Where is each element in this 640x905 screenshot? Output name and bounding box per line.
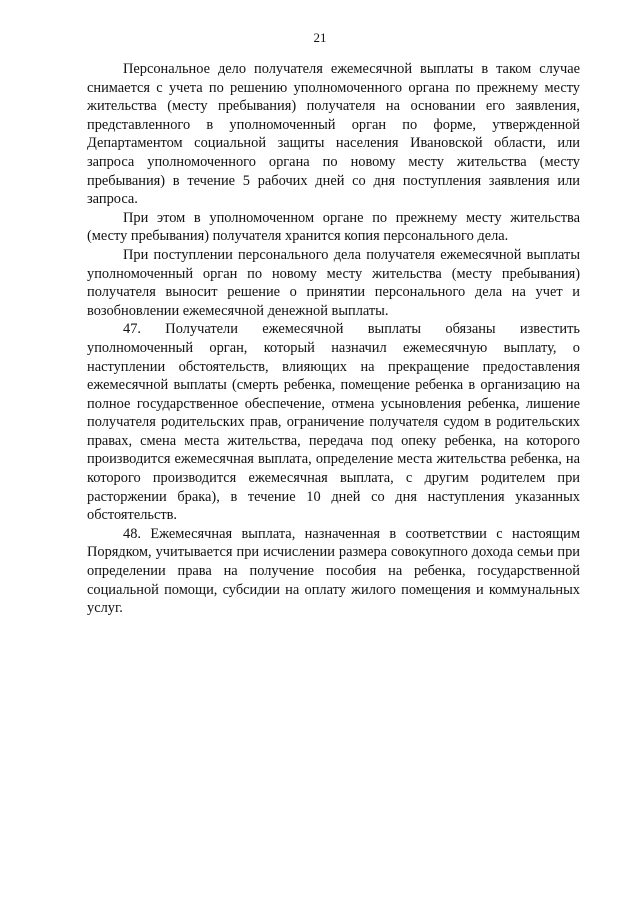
paragraph-clause-48: 48. Ежемесячная выплата, назначенная в соответствии с настоящим Порядком, учитывается при исчислении размера совокупного дохода семьи при определении права на получение пособия на ребенка, государственной социальной помощи, субсидии на оплату жилого помещения и коммунальных услуг. [87,525,580,617]
paragraph-copy-retention: При этом в уполномоченном органе по прежнему месту жительства (месту пребывания) получателя хранится копия персонального дела. [87,209,580,245]
page-number: 21 [313,30,327,45]
paragraph-clause-47: 47. Получатели ежемесячной выплаты обязаны известить уполномоченный орган, который назначил ежемесячную выплату, о наступлении обстоятельств, влияющих на прекращение предоставления ежемесячной выплаты (смерть ребенка, помещение ребенка в организацию на полное государственное обеспечение, отмена усыновления ребенка, лишение получателя родительских прав, ограничение получателя судом в родительских правах, смена места жительства, передача под опеку ребенка, на которого производится ежемесячная выплата, определение места жительства ребенка, на которого производится ежемесячная выплата, с другим родителем при расторжении брака), в течение 10 дней со дня наступления указанных обстоятельств. [87,321,580,524]
paragraph-file-acceptance: При поступлении персонального дела получателя ежемесячной выплаты уполномоченный орган по новому месту жительства (месту пребывания) получателя выносит решение о принятии персонального дела на учет и возобновлении ежемесячной денежной выплаты. [87,246,580,319]
document-body [87,60,580,618]
paragraph-personal-file-removal: Персональное дело получателя ежемесячной выплаты в таком случае снимается с учета по решению уполномоченного органа по прежнему месту жительства (месту пребывания) получателя на основании его заявления, представленного в уполномоченный орган по форме, утвержденной Департаментом социальной защиты населения Ивановской области, или запроса уполномоченного органа по новому месту жительства (месту пребывания) в течение 5 рабочих дней со дня поступления заявления или запроса. [87,61,580,208]
